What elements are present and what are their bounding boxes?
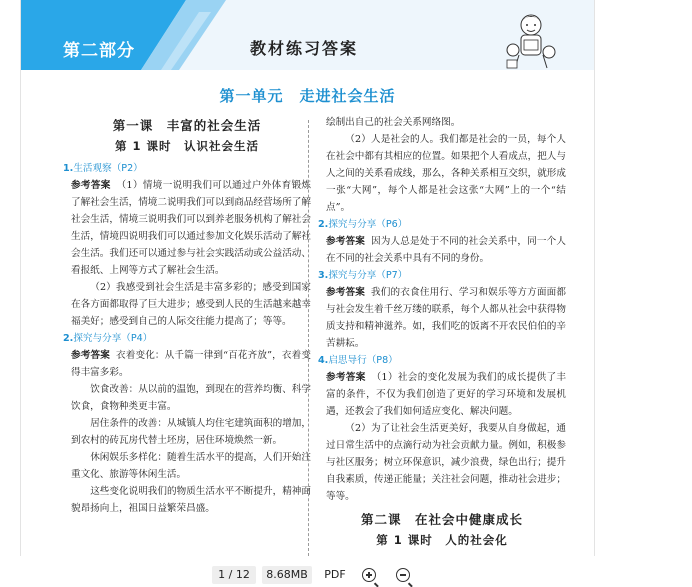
section-heading: [318, 267, 566, 284]
answer-paragraph: [63, 177, 311, 279]
answer-label: 参考答案: [71, 350, 110, 361]
period-title: 第 1 课时 认识社会生活: [114, 139, 259, 153]
right-column: [318, 114, 566, 554]
mascot-illustration: [501, 10, 561, 70]
section-number: 4.: [318, 355, 329, 366]
zoom-out-icon[interactable]: [396, 568, 410, 582]
answer-label: 参考答案: [326, 236, 366, 247]
answer-paragraph: [318, 233, 566, 267]
section-heading: [318, 352, 566, 369]
section-title: 生活观察（P2）: [73, 163, 143, 174]
answer-paragraph: [318, 284, 566, 352]
section-number: 2.: [318, 219, 329, 230]
unit-title: 第一单元 走进社会生活: [219, 87, 396, 105]
answer-paragraph: 饮食改善：从以前的温饱，到现在的营养均衡、科学饮食，食物种类更丰富。: [71, 384, 311, 412]
column-divider: [308, 120, 309, 556]
lesson-title: 第一课 丰富的社会生活: [112, 118, 262, 133]
page-header: [21, 0, 594, 70]
answer-label: 参考答案: [326, 372, 366, 383]
answer-paragraph: （2）人是社会的人。我们都是社会的一员，每个人在社会中都有其相应的位置。如果把个人看成点，把人与人之间的关系看成线，那么，各种关系相互交织，就形成一张“大网”，每个人都是社会这张“大网”上的一个“结点”。: [326, 134, 566, 213]
zoom-in-icon[interactable]: [362, 568, 376, 582]
period-title: 第 1 课时 人的社会化: [376, 533, 508, 547]
part-label: 第二部分: [63, 41, 135, 61]
answer-paragraph: [318, 369, 566, 420]
answer-paragraph: （2）我感受到社会生活是丰富多彩的；感受到国家在各方面都取得了巨大进步；感受到人民的生活越来越幸福美好；感受到自己的人际交往能力提高了；等等。: [71, 282, 311, 327]
answer-text: （1）社会的变化发展为我们的成长提供了丰富的条件，不仅为我们创造了更好的学习环境和发展机遇，还教会了我们如何适应变化、解决问题。: [326, 372, 567, 417]
page-title: 教材练习答案: [250, 39, 359, 58]
file-type-badge: PDF: [324, 568, 346, 581]
section-number: 3.: [318, 270, 329, 281]
answer-paragraph: 居住条件的改善：从城镇人均住宅建筑面积的增加，到农村的砖瓦房代替土坯房，居住环境焕然一新。: [71, 418, 311, 446]
document-page: [20, 0, 595, 556]
file-size-badge: 8.68MB: [262, 566, 312, 584]
section-title: 探究与分享（P4）: [73, 333, 153, 344]
answer-paragraph: [63, 347, 311, 381]
answer-paragraph: 这些变化说明我们的物质生活水平不断提升，精神面貌昂扬向上，祖国日益繁荣昌盛。: [71, 486, 311, 514]
answer-label: 参考答案: [71, 180, 111, 191]
answer-text: 衣着变化：从千篇一律到“百花齐放”，衣着变得丰富多彩。: [71, 350, 312, 378]
section-heading: [63, 160, 311, 177]
section-title: 探究与分享（P7）: [328, 270, 408, 281]
section-title: 启思导行（P8）: [328, 355, 398, 366]
section-heading: [63, 330, 311, 347]
section-title: 探究与分享（P6）: [328, 219, 408, 230]
left-column: [63, 114, 311, 517]
lesson-title: 第二课 在社会中健康成长: [360, 512, 523, 527]
answer-text: 我们的衣食住用行、学习和娱乐等方方面面都与社会发生着千丝万缕的联系，每个人都从社会中获得物质支持和精神滋养。如，我们吃的饭离不开农民伯伯的辛苦耕耘。: [326, 287, 567, 349]
answer-text: （1）情境一说明我们可以通过户外体育锻炼了解社会生活，情境二说明我们可以到商品经营场所了解社会生活，情境三说明我们可以到养老服务机构了解社会生活，情境四说明我们可以通过参加文化娱乐活动了解社会生活。我们还可以通过参与社会实践活动或公益活动、看报纸、上网等方式了解社会生活。: [71, 180, 312, 276]
answer-paragraph: （2）为了让社会生活更美好，我要从自身做起，通过日常生活中的点滴行动为社会贡献力量。例如，积极参与社区服务；树立环保意识，减少浪费，绿色出行；提升自我素质，传递正能量；关注社会问题，推动社会进步；等等。: [326, 423, 566, 502]
section-number: 2.: [63, 333, 74, 344]
answer-label: 参考答案: [326, 287, 366, 298]
page-indicator[interactable]: 1 / 12: [212, 566, 256, 584]
answer-paragraph: 休闲娱乐多样化：随着生活水平的提高，人们开始注重文化、旅游等休闲生活。: [71, 452, 311, 480]
section-heading: [318, 216, 566, 233]
section-number: 1.: [63, 163, 74, 174]
answer-text: 因为人总是处于不同的社会关系中，同一个人在不同的社会关系中具有不同的身份。: [326, 236, 567, 264]
answer-paragraph: 绘制出自己的社会关系网络图。: [326, 117, 461, 128]
